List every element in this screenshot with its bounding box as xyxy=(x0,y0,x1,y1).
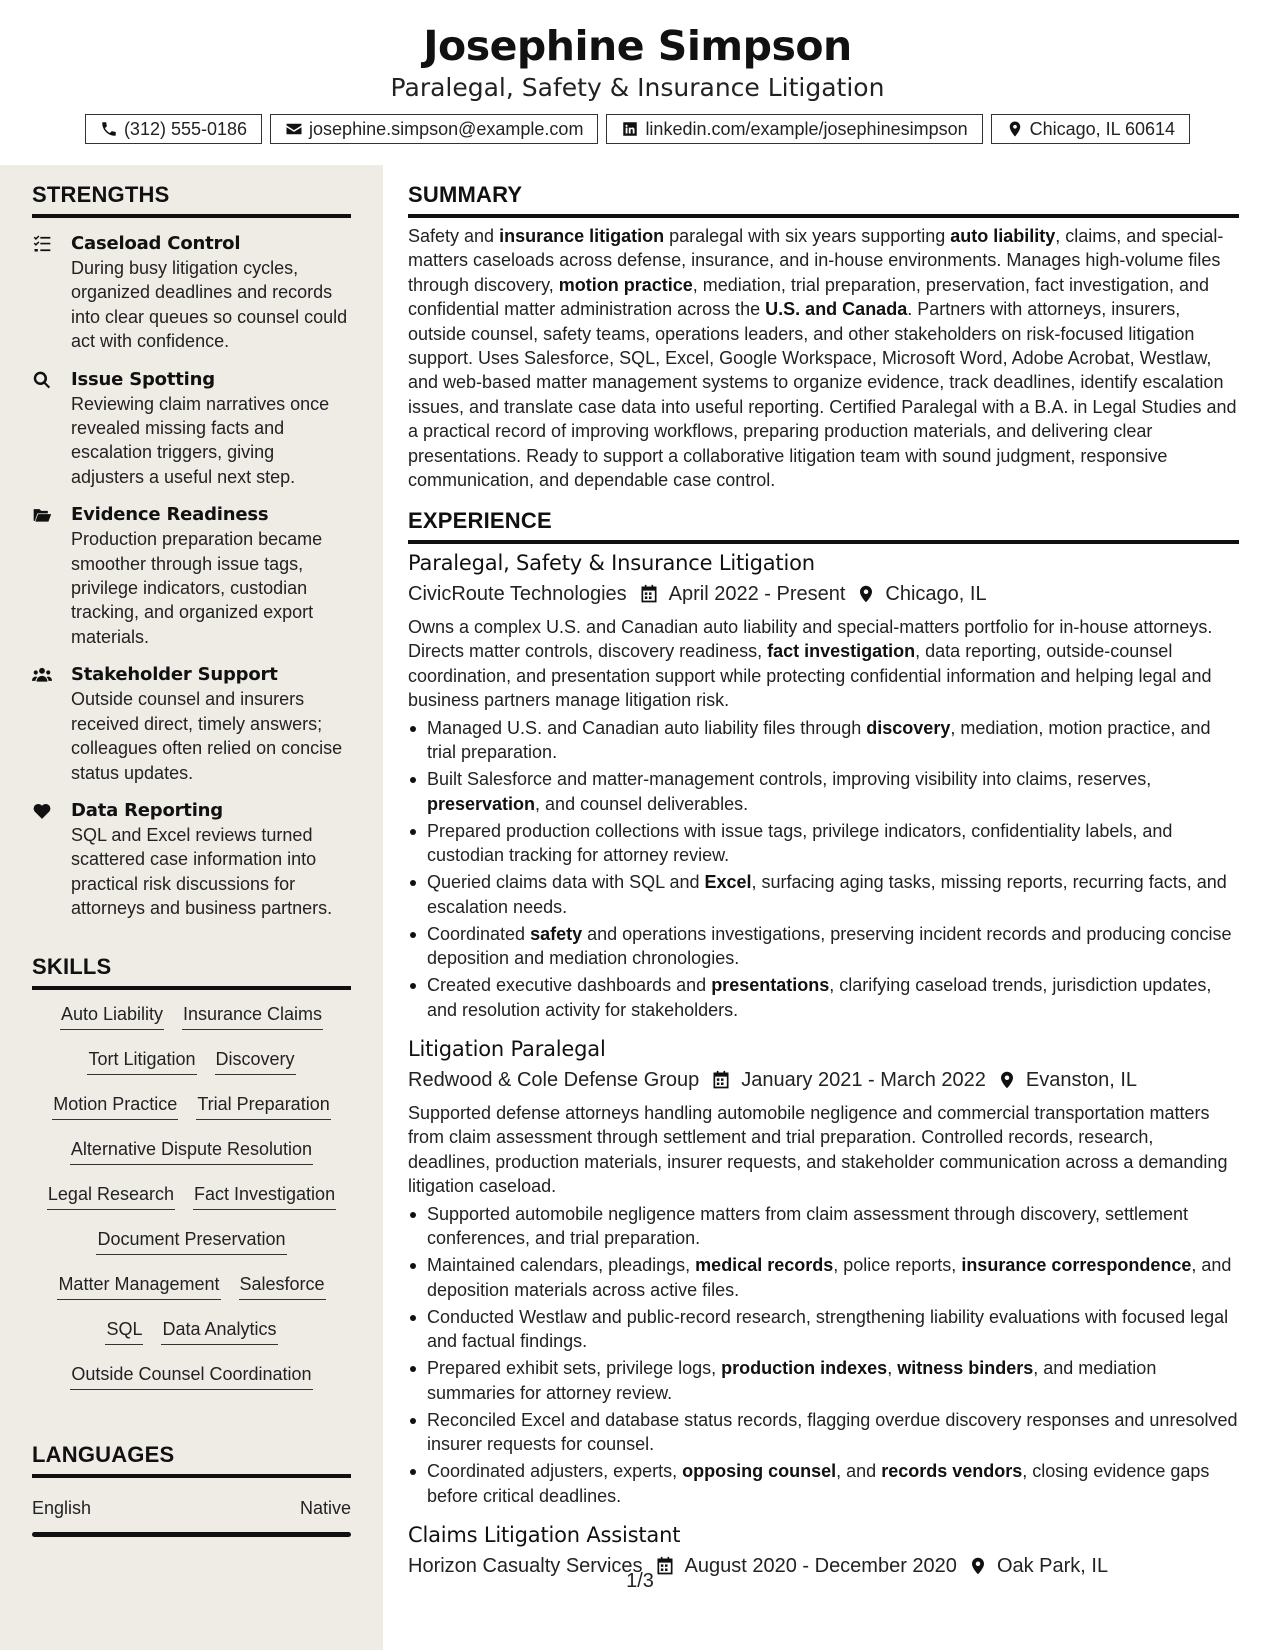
list-item xyxy=(408,1356,1239,1405)
job-bullets xyxy=(408,1202,1239,1508)
folder-open-icon xyxy=(32,505,54,527)
skill-tag: Insurance Claims xyxy=(182,1000,323,1030)
list-item xyxy=(408,716,1239,765)
strength-item xyxy=(32,663,351,785)
emphasis-text: medical records xyxy=(695,1255,834,1276)
skills-heading: SKILLS xyxy=(32,954,351,990)
text-segment: Supported defense attorneys handling automobile negligence and commercial transportation matters from claim assessment through settlement and trial preparation. Controlled records, research, deadlines, production materials, insurer requests, and stakeholder communication across a demanding litigation caseload. xyxy=(408,1103,1228,1197)
language-level: Native xyxy=(299,1498,351,1518)
skill-tag: Discovery xyxy=(215,1045,296,1075)
text-segment: Reconciled Excel and database status records, flagging overdue discovery responses and unresolved insurer requests for counsel. xyxy=(427,1409,1238,1455)
text-segment: , surfacing aging tasks, missing reports, recurring facts, and escalation needs. xyxy=(427,872,1227,917)
text-segment: Coordinated adjusters, experts, xyxy=(427,1461,683,1482)
list-item xyxy=(408,973,1239,1022)
emphasis-text: Excel xyxy=(704,872,752,893)
text-segment: Coordinated xyxy=(427,923,531,944)
job-location: Evanston, IL xyxy=(1025,1069,1138,1091)
emphasis-text: production indexes xyxy=(721,1358,888,1379)
job-title: Claims Litigation Assistant xyxy=(408,1523,681,1547)
text-segment: Prepared exhibit sets, privilege logs, xyxy=(427,1358,722,1379)
job-title: Paralegal, Safety & Insurance Litigation xyxy=(408,551,815,575)
language-proficiency-bar xyxy=(32,1532,351,1537)
email-text: josephine.simpson@example.com xyxy=(309,118,584,139)
strength-item xyxy=(32,799,351,921)
strength-description: During busy litigation cycles, organized deadlines and records into clear queues so counsel could act with confidence. xyxy=(71,258,348,352)
calendar-icon-wrap xyxy=(627,584,669,604)
skill-tag: SQL xyxy=(105,1315,143,1345)
text-segment: , xyxy=(887,1358,898,1379)
job-meta xyxy=(408,1551,1239,1581)
calendar-icon xyxy=(711,1070,731,1090)
emphasis-text: auto liability xyxy=(950,226,1056,246)
experience-heading: EXPERIENCE xyxy=(408,508,1239,544)
calendar-icon-wrap xyxy=(699,1070,741,1090)
emphasis-text: U.S. and Canada xyxy=(765,299,908,320)
list-item xyxy=(408,1459,1239,1508)
skill-tag: Outside Counsel Coordination xyxy=(70,1360,312,1390)
text-segment: , closing evidence gaps before critical deadlines. xyxy=(427,1461,1210,1506)
skill-tag: Legal Research xyxy=(47,1180,175,1210)
language-row xyxy=(32,1498,351,1519)
skill-tag: Matter Management xyxy=(57,1270,220,1300)
linkedin-text: linkedin.com/example/josephinesimpson xyxy=(645,118,968,139)
phone-text: (312) 555-0186 xyxy=(123,118,248,139)
text-segment: , clarifying caseload trends, jurisdiction updates, and resolution activity for stakeholders. xyxy=(427,975,1212,1020)
strength-title: Evidence Readiness xyxy=(71,504,269,526)
list-item xyxy=(408,1253,1239,1302)
text-segment: Maintained calendars, pleadings, xyxy=(427,1255,696,1276)
job-dates: January 2021 - March 2022 xyxy=(741,1069,986,1091)
map-pin-icon-wrap xyxy=(845,584,885,604)
list-item xyxy=(408,870,1239,919)
text-segment: paralegal with six years supporting xyxy=(664,226,951,246)
skill-tag: Data Analytics xyxy=(161,1315,277,1345)
job-summary xyxy=(408,615,1239,713)
job-location: Oak Park, IL xyxy=(996,1555,1109,1577)
language-name: English xyxy=(32,1498,92,1518)
emphasis-text: fact investigation xyxy=(767,641,916,662)
candidate-headline: Paralegal, Safety & Insurance Litigation xyxy=(390,73,885,102)
search-icon xyxy=(32,370,54,392)
summary-text xyxy=(408,224,1239,492)
text-segment: Queried claims data with SQL and xyxy=(427,872,705,893)
skill-tag: Salesforce xyxy=(239,1270,326,1300)
strength-item xyxy=(32,232,351,354)
map-pin-icon xyxy=(969,1556,987,1576)
candidate-name: Josephine Simpson xyxy=(423,22,852,70)
skill-row xyxy=(32,1225,351,1270)
emphasis-text: discovery xyxy=(866,717,951,738)
strength-title: Data Reporting xyxy=(71,799,223,821)
text-segment: , data reporting, outside-counsel coordination, and presentation support while protecting confidential information and helping legal and business partners manage litigation risk. xyxy=(408,641,1212,711)
skill-tag: Motion Practice xyxy=(52,1090,178,1120)
text-segment: , and deposition materials across active files. xyxy=(427,1255,1232,1300)
company-name: Redwood & Cole Defense Group xyxy=(408,1069,700,1091)
emphasis-text: presentations xyxy=(711,975,830,996)
list-item xyxy=(408,1408,1239,1457)
list-item xyxy=(408,1202,1239,1251)
list-check-icon xyxy=(32,234,54,256)
text-segment: Owns a complex U.S. and Canadian auto liability and special-matters portfolio for in-house attorneys. Directs matter controls, discovery readiness, xyxy=(408,617,1213,662)
text-segment: Safety and xyxy=(408,226,500,246)
calendar-icon xyxy=(639,584,659,604)
resume-header xyxy=(0,0,1275,165)
job-location: Chicago, IL xyxy=(885,583,987,605)
map-pin-icon-wrap xyxy=(986,1070,1026,1090)
list-item xyxy=(408,1305,1239,1354)
skill-tag: Auto Liability xyxy=(60,1000,164,1030)
emphasis-text: records vendors xyxy=(881,1461,1023,1482)
strength-description: Production preparation became smoother through issue tags, privilege indicators, custodian tracking, and organized export materials. xyxy=(71,529,323,647)
text-segment: , and xyxy=(836,1461,882,1482)
strength-title: Issue Spotting xyxy=(71,368,215,390)
emphasis-text: preservation xyxy=(427,793,536,814)
skill-row xyxy=(32,1090,351,1135)
text-segment: , and counsel deliverables. xyxy=(535,793,749,814)
job-title: Litigation Paralegal xyxy=(408,1037,606,1061)
strength-item xyxy=(32,368,351,490)
strength-item xyxy=(32,503,351,649)
emphasis-text: insurance correspondence xyxy=(961,1255,1192,1276)
job-bullets xyxy=(408,716,1239,1022)
skill-row xyxy=(32,1270,351,1315)
skill-tag: Fact Investigation xyxy=(193,1180,336,1210)
strengths-list xyxy=(32,232,351,935)
job-dates: August 2020 - December 2020 xyxy=(684,1555,957,1577)
text-segment: Supported automobile negligence matters from claim assessment through discovery, settlement conferences, and trial preparation. xyxy=(427,1203,1189,1249)
strength-title: Stakeholder Support xyxy=(71,664,278,686)
languages-heading: LANGUAGES xyxy=(32,1442,351,1478)
heart-icon xyxy=(32,801,54,823)
strength-description: SQL and Excel reviews turned scattered case information into practical risk discussions for attorneys and business partners. xyxy=(71,824,333,919)
company-name: Horizon Casualty Services xyxy=(408,1555,643,1577)
strength-description: Outside counsel and insurers received direct, timely answers; colleagues often relied on concise status updates. xyxy=(71,689,343,783)
text-segment: , mediation, motion practice, and trial preparation. xyxy=(427,717,1211,763)
skill-tag: Alternative Dispute Resolution xyxy=(70,1135,313,1165)
contact-phone[interactable] xyxy=(85,114,262,144)
list-item xyxy=(408,922,1239,971)
linkedin-icon xyxy=(621,120,639,138)
emphasis-text: safety xyxy=(530,923,583,944)
skill-row xyxy=(32,1360,351,1405)
company-name: CivicRoute Technologies xyxy=(408,583,627,605)
text-segment: Conducted Westlaw and public-record research, strengthening liability evaluations with focused legal and factual findings. xyxy=(427,1306,1229,1352)
list-item xyxy=(408,767,1239,816)
strength-description: Reviewing claim narratives once revealed missing facts and escalation triggers, giving adjusters a useful next step. xyxy=(71,393,330,487)
text-segment: , and mediation summaries for attorney review. xyxy=(427,1358,1157,1403)
job-entry xyxy=(408,1521,1239,1581)
text-segment: Created executive dashboards and xyxy=(427,975,712,996)
job-entry xyxy=(408,1035,1239,1511)
contact-linkedin[interactable] xyxy=(606,114,982,144)
text-segment: , police reports, xyxy=(833,1255,962,1276)
map-pin-icon xyxy=(998,1070,1016,1090)
skill-row xyxy=(32,1135,351,1180)
skill-tag: Document Preservation xyxy=(96,1225,286,1255)
text-segment: and operations investigations, preserving incident records and producing concise deposition and mediation chronologies. xyxy=(427,923,1232,969)
users-icon xyxy=(32,665,54,687)
text-segment: Prepared production collections with issue tags, privilege indicators, confidentiality labels, and custodian tracking for attorney review. xyxy=(427,820,1173,866)
text-segment: , claims, and special-matters caseloads across defense, insurance, and in-house environments. Manages high-volume files through discovery, xyxy=(408,226,1224,295)
contact-location xyxy=(991,114,1190,144)
contact-bar xyxy=(0,114,1275,144)
job-entry xyxy=(408,549,1239,1025)
job-meta xyxy=(408,1065,1239,1095)
emphasis-text: motion practice xyxy=(558,274,693,295)
map-pin-icon-wrap xyxy=(957,1556,997,1576)
job-summary xyxy=(408,1101,1239,1199)
job-meta xyxy=(408,579,1239,609)
emphasis-text: opposing counsel xyxy=(682,1461,837,1482)
text-segment: , mediation, trial preparation, preservation, fact investigation, and confidential matter administration across the xyxy=(408,274,1210,320)
text-segment: . Partners with attorneys, insurers, outside counsel, safety teams, operations leaders, and other stakeholders on risk-focused litigation support. Uses Salesforce, SQL, Excel, Google Workspace, Microsoft Word, Adobe Acrobat, Westlaw, and web-based matter management systems to organize evidence, track deadlines, identify escalation issues, and translate case data into useful reporting. Certified Paralegal with a B.A. in Legal Studies and a practical record of improving workflows, preparing production materials, and delivering clear presentations. Ready to support a collaborative litigation team with sound judgment, responsive communication, and dependable case control. xyxy=(408,299,1237,491)
job-dates: April 2022 - Present xyxy=(668,583,846,605)
contact-email[interactable] xyxy=(270,114,598,144)
skill-row xyxy=(32,1000,351,1045)
skill-row xyxy=(32,1045,351,1090)
skills-list xyxy=(32,1000,351,1405)
text-segment: Built Salesforce and matter-management controls, improving visibility into claims, reserves, xyxy=(427,769,1152,790)
page-number: 1/3 xyxy=(626,1570,654,1592)
skill-row xyxy=(32,1315,351,1360)
text-segment: Managed U.S. and Canadian auto liability files through xyxy=(427,717,867,738)
strength-title: Caseload Control xyxy=(71,233,241,254)
skill-tag: Tort Litigation xyxy=(87,1045,196,1075)
phone-icon xyxy=(100,120,118,138)
skill-tag: Trial Preparation xyxy=(196,1090,330,1120)
map-pin-icon xyxy=(857,584,875,604)
emphasis-text: insurance litigation xyxy=(499,226,665,246)
envelope-icon xyxy=(285,120,303,138)
map-pin-icon xyxy=(1006,120,1024,138)
emphasis-text: witness binders xyxy=(897,1358,1034,1379)
list-item xyxy=(408,819,1239,868)
skill-row xyxy=(32,1180,351,1225)
location-text: Chicago, IL 60614 xyxy=(1029,118,1176,139)
summary-heading: SUMMARY xyxy=(408,182,1239,218)
strengths-heading: STRENGTHS xyxy=(32,182,351,218)
